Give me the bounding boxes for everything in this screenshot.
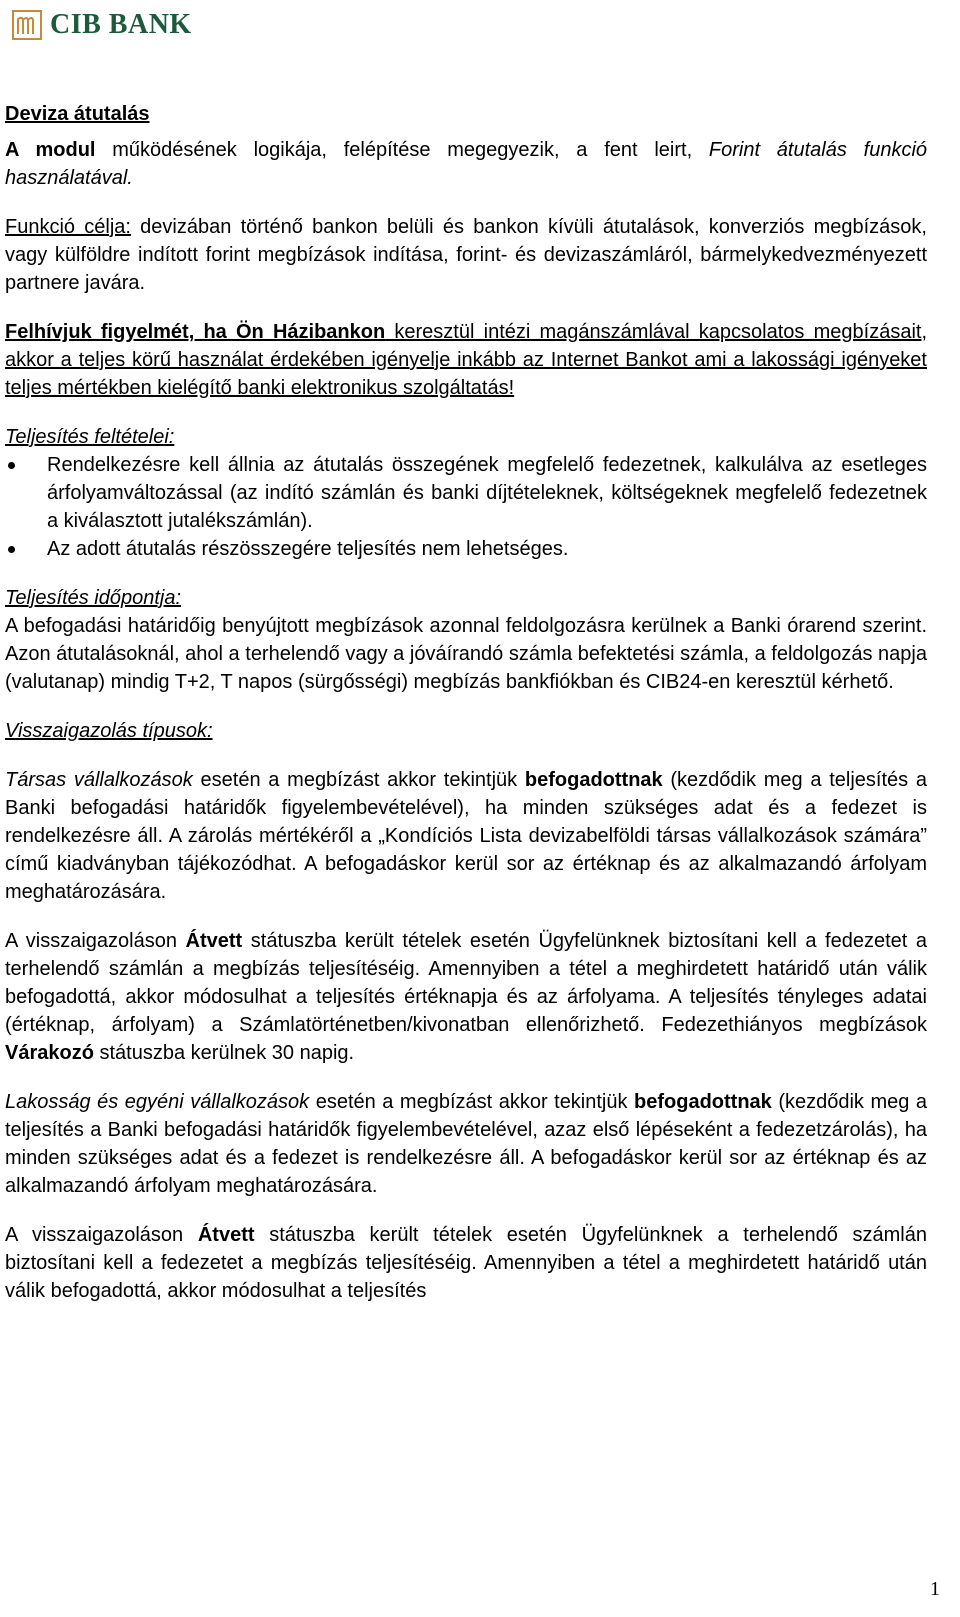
module-bold: A modul bbox=[5, 139, 96, 161]
accepted-text-3: státuszba kerülnek 30 napig. bbox=[93, 1042, 355, 1064]
retail-italic: Lakosság és egyéni vállalkozások bbox=[5, 1091, 310, 1113]
paragraph-notice bbox=[5, 318, 927, 402]
purpose-label: Funkció célja: bbox=[5, 216, 131, 238]
paragraph-timing: A befogadási határidőig benyújtott megbízások azonnal feldolgozásra kerülnek a Banki órarend szerint. Azon átutalásoknál, ahol a terhelendő vagy a jóváírandó számla befektetési számla, a feldolgozás napja (valutanap) mindig T+2, T napos (sürgősségi) megbízás bankfiókban és CIB24-en keresztül kérhető. bbox=[5, 615, 927, 693]
module-italic: Forint átutalás funkció használatával. bbox=[5, 139, 928, 189]
accepted-status: Átvett bbox=[185, 930, 243, 952]
paragraph-companies bbox=[5, 766, 927, 906]
retail-text-2: (kezdődik meg a teljesítés a Banki befogadási határidők figyelembevételével, azaz első lépéseként a fedezetzárolás), ha minden szükséges adat és a fedezet is rendelkezésre áll. A befogadáskor kerül sor az értéknap és az alkalmazandó árfolyam meghatározására. bbox=[5, 1091, 927, 1197]
document-body bbox=[5, 100, 927, 1326]
timing-heading bbox=[5, 584, 927, 612]
list-item bbox=[5, 535, 927, 563]
module-text: működésének logikája, felépítése megegyezik, a fent leirt, bbox=[95, 139, 709, 161]
purpose-text: devizában történő bankon belüli és bankon kívüli átutalások, konverziós megbízások, vagy külföldre indított forint megbízások indítása, forint- és devizaszámláról, bármelykedvezményezett partnere javára. bbox=[5, 216, 927, 294]
confirm-heading bbox=[5, 717, 927, 745]
list-item-text: Az adott átutalás részösszegére teljesítés nem lehetséges. bbox=[47, 538, 569, 560]
conditions-heading-text: Teljesítés feltételei: bbox=[5, 426, 175, 448]
companies-text-2: (kezdődik meg a teljesítés a Banki befogadási határidők figyelembevételével), ha minden szükséges adat és a fedezet is rendelkezésre áll. A zárolás mértékéről a „Kondíciós Lista devizabelföldi társas vállalkozások számára” című kiadványban tájékozódhat. A befogadáskor kerül sor az értéknap és az alkalmazandó árfolyam meghatározására. bbox=[5, 769, 927, 903]
page-number: 1 bbox=[930, 1578, 940, 1600]
accepted-text-2: státuszba került tételek esetén Ügyfelünknek biztosítani kell a fedezetet a terhelendő számlán a megbízás teljesítéséig. Amennyiben a tétel a meghirdetett határidő után válik befogadottá, akkor módosulhat a teljesítés értéknapja és az árfolyama. A teljesítés tényleges adatai (értéknap, árfolyam) a Számlatörténetben/kivonatban ellenőrizhető. Fedezethiányos megbízások bbox=[5, 930, 928, 1036]
notice-text: keresztül intézi magánszámlával kapcsolatos megbízásait, akkor a teljes körű használat érdekében igényelje inkább az Internet Bankot ami a lakossági igényeket teljes mértékben kielégítő banki elektronikus szolgáltatás! bbox=[5, 321, 927, 399]
cib-bank-logo bbox=[12, 8, 192, 42]
bullet-icon bbox=[8, 462, 15, 469]
bullet-icon bbox=[8, 546, 15, 553]
paragraph-accepted-retail bbox=[5, 1221, 927, 1305]
page-title: Deviza átutalás bbox=[5, 103, 150, 125]
list-item-text: Rendelkezésre kell állnia az átutalás összegének megfelelő fedezetnek, kalkulálva az esetleges árfolyamváltozással (az indító számlán és banki díjtételeknek, költségeknek megfelelő fedezetnek a kiválasztott jutalékszámlán). bbox=[47, 454, 927, 532]
confirm-heading-text: Visszaigazolás típusok: bbox=[5, 720, 213, 742]
conditions-heading bbox=[5, 423, 927, 451]
waiting-status: Várakozó bbox=[5, 1042, 94, 1064]
paragraph-module bbox=[5, 136, 927, 192]
paragraph-purpose bbox=[5, 213, 927, 297]
cib-logo-icon bbox=[12, 10, 42, 40]
logo-text: CIB BANK bbox=[50, 9, 192, 40]
list-item bbox=[5, 451, 927, 535]
retail-accepted-text-2: státuszba került tételek esetén Ügyfelünknek a terhelendő számlán biztosítani kell a fedezetet a megbízás teljesítéséig. Amennyiben a tétel a meghirdetett határidő után válik befogadottá, akkor módosulhat a teljesítés bbox=[5, 1224, 927, 1302]
paragraph-accepted-companies bbox=[5, 927, 927, 1067]
retail-accepted-status: Átvett bbox=[197, 1224, 255, 1246]
companies-text-1: esetén a megbízást akkor tekintjük bbox=[192, 769, 525, 791]
timing-heading-text: Teljesítés időpontja: bbox=[5, 587, 182, 609]
companies-bold: befogadottnak bbox=[524, 769, 663, 791]
accepted-text-1: A visszaigazoláson bbox=[5, 930, 186, 952]
companies-italic: Társas vállalkozások bbox=[5, 769, 193, 791]
paragraph-retail bbox=[5, 1088, 927, 1200]
retail-accepted-text-1: A visszaigazoláson bbox=[5, 1224, 198, 1246]
retail-bold: befogadottnak bbox=[634, 1091, 772, 1113]
conditions-list bbox=[5, 451, 927, 563]
notice-bold: Felhívjuk figyelmét, ha Ön Házibankon bbox=[5, 321, 386, 343]
retail-text-1: esetén a megbízást akkor tekintjük bbox=[309, 1091, 635, 1113]
